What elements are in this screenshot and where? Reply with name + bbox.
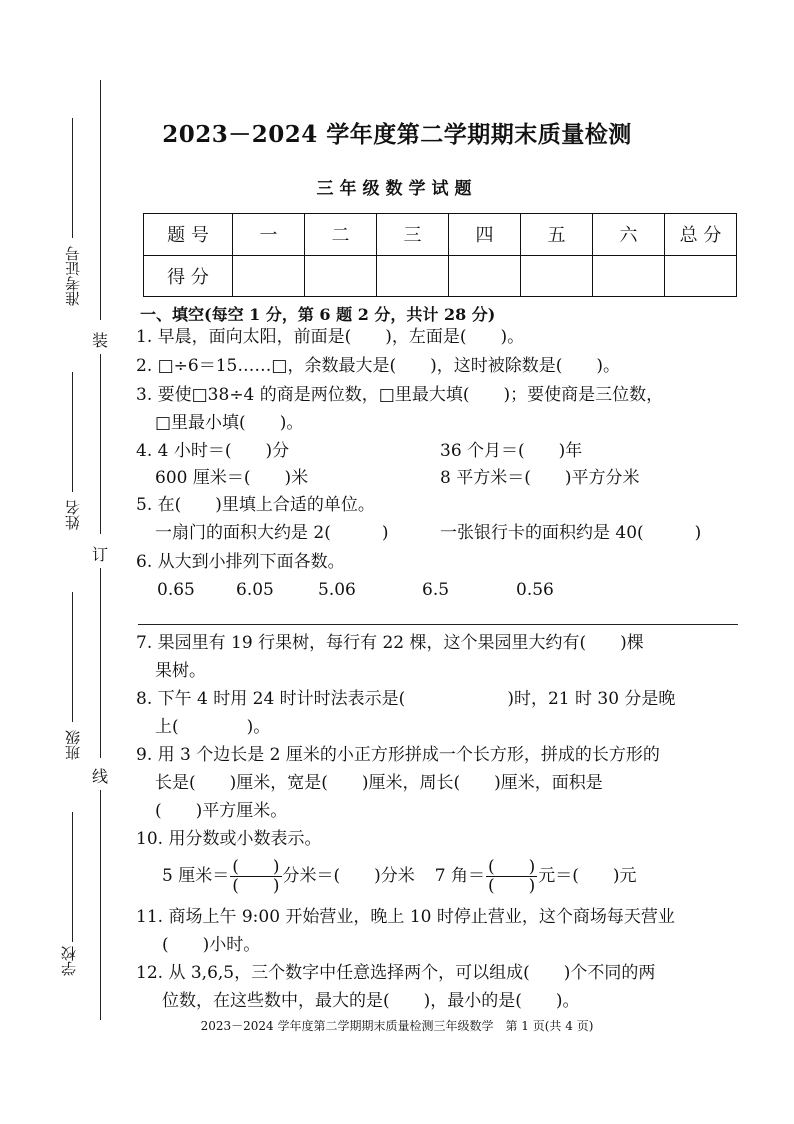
binding-char-zhuang: 装 xyxy=(92,331,109,350)
question-7-line1: 7. 果园里有 19 行果树，每行有 22 棵，这个果园里大约有( )棵 xyxy=(136,633,644,653)
question-5: 5. 在( )里填上合适的单位。 xyxy=(136,495,375,515)
binding-fold-line-d xyxy=(100,790,101,1020)
question-12-line2: 位数，在这些数中，最大的是( )，最小的是( )。 xyxy=(162,991,580,1011)
question-4-d: 8 平方米＝( )平方分米 xyxy=(440,468,640,488)
score-cell[interactable] xyxy=(233,255,305,297)
score-table-header-row xyxy=(144,214,737,256)
score-header-cell: 六 xyxy=(593,214,665,256)
score-cell[interactable] xyxy=(593,255,665,297)
q6-number: 0.56 xyxy=(516,580,554,600)
question-7-line2: 果树。 xyxy=(155,661,206,681)
question-1: 1. 早晨，面向太阳，前面是( )，左面是( )。 xyxy=(136,327,525,347)
question-12-line1: 12. 从 3,6,5，三个数字中任意选择两个，可以组成( )个不同的两 xyxy=(136,963,656,983)
score-table-score-row xyxy=(144,255,737,297)
question-6: 6. 从大到小排列下面各数。 xyxy=(136,552,345,572)
question-9-line3: ( )平方厘米。 xyxy=(155,801,288,821)
score-header-cell: 三 xyxy=(377,214,449,256)
binding-fold-line-c xyxy=(100,568,101,758)
q10-fraction-b xyxy=(486,858,537,895)
question-11-line2: ( )小时。 xyxy=(162,935,261,955)
question-8-line2: 上( )。 xyxy=(155,717,271,737)
question-4-c: 600 厘米＝( )米 xyxy=(155,468,309,488)
score-header-cell: 一 xyxy=(233,214,305,256)
binding-char-ding: 订 xyxy=(92,545,109,564)
question-2: 2. □÷6＝15……□，余数最大是( )，这时被除数是( )。 xyxy=(136,356,620,376)
exam-subtitle: 三年级数学试题 xyxy=(316,179,478,199)
fraction-denominator: ( ) xyxy=(232,876,280,896)
binding-char-xian: 线 xyxy=(92,767,109,786)
question-3-line2: □里最小填( )。 xyxy=(155,413,304,433)
binding-fold-line-b xyxy=(100,354,101,534)
score-cell[interactable] xyxy=(449,255,521,297)
score-cell[interactable] xyxy=(665,255,737,297)
score-header-cell: 二 xyxy=(305,214,377,256)
school-label: 学校 xyxy=(60,946,78,976)
class-label: 班级 xyxy=(64,730,82,760)
fraction-numerator: ( ) xyxy=(232,857,280,877)
q6-number: 5.06 xyxy=(318,580,356,600)
score-table xyxy=(143,213,737,297)
score-header-cell: 四 xyxy=(449,214,521,256)
q10-text-a: 5 厘米＝ xyxy=(162,866,230,886)
fraction-denominator: ( ) xyxy=(488,876,536,896)
q10-text-c: 7 角＝ xyxy=(434,866,485,886)
question-9-line2: 长是( )厘米，宽是( )厘米，周长( )厘米，面积是 xyxy=(155,773,603,793)
question-8-line1: 8. 下午 4 时用 24 时计时法表示是( )时，21 时 30 分是晚 xyxy=(136,689,676,709)
score-cell[interactable] xyxy=(377,255,449,297)
exam-number-label: 准考证号 xyxy=(64,246,82,306)
binding-line-2 xyxy=(72,372,73,492)
q10-text-d: 元＝( )元 xyxy=(538,866,637,886)
score-header-cell: 总 分 xyxy=(665,214,737,256)
section-heading: 一、填空(每空 1 分，第 6 题 2 分，共计 28 分) xyxy=(140,305,496,324)
question-9-line1: 9. 用 3 个边长是 2 厘米的小正方形拼成一个长方形，拼成的长方形的 xyxy=(136,745,660,765)
question-10: 10. 用分数或小数表示。 xyxy=(136,829,322,849)
score-row-label: 得 分 xyxy=(144,255,233,297)
name-label: 姓名 xyxy=(64,500,82,530)
question-10-row xyxy=(162,856,637,896)
q6-number: 6.5 xyxy=(422,580,450,600)
q6-number: 6.05 xyxy=(236,580,274,600)
binding-line-4 xyxy=(72,812,73,942)
answer-line xyxy=(138,624,738,625)
question-5-a: 一扇门的面积大约是 2( ) xyxy=(155,523,389,543)
question-4-b: 36 个月＝( )年 xyxy=(440,441,583,461)
question-4-a: 4. 4 小时＝( )分 xyxy=(136,441,290,461)
exam-title: 2023－2024 学年度第二学期期末质量检测 xyxy=(162,121,632,148)
binding-line-3 xyxy=(72,592,73,722)
q10-fraction-a xyxy=(230,858,281,895)
score-cell[interactable] xyxy=(305,255,377,297)
fraction-numerator: ( ) xyxy=(488,857,536,877)
score-header-cell: 题 号 xyxy=(144,214,233,256)
score-cell[interactable] xyxy=(521,255,593,297)
question-5-b: 一张银行卡的面积约是 40( ) xyxy=(440,523,702,543)
score-header-cell: 五 xyxy=(521,214,593,256)
question-11-line1: 11. 商场上午 9:00 开始营业，晚上 10 时停止营业，这个商场每天营业 xyxy=(136,907,675,927)
q10-text-b: 分米＝( )分米 xyxy=(282,866,415,886)
page-footer: 2023－2024 学年度第二学期期末质量检测三年级数学 第 1 页(共 4 页) xyxy=(200,1019,594,1033)
q6-number: 0.65 xyxy=(157,580,195,600)
question-3-line1: 3. 要使□38÷4 的商是两位数，□里最大填( )；要使商是三位数， xyxy=(136,385,664,405)
